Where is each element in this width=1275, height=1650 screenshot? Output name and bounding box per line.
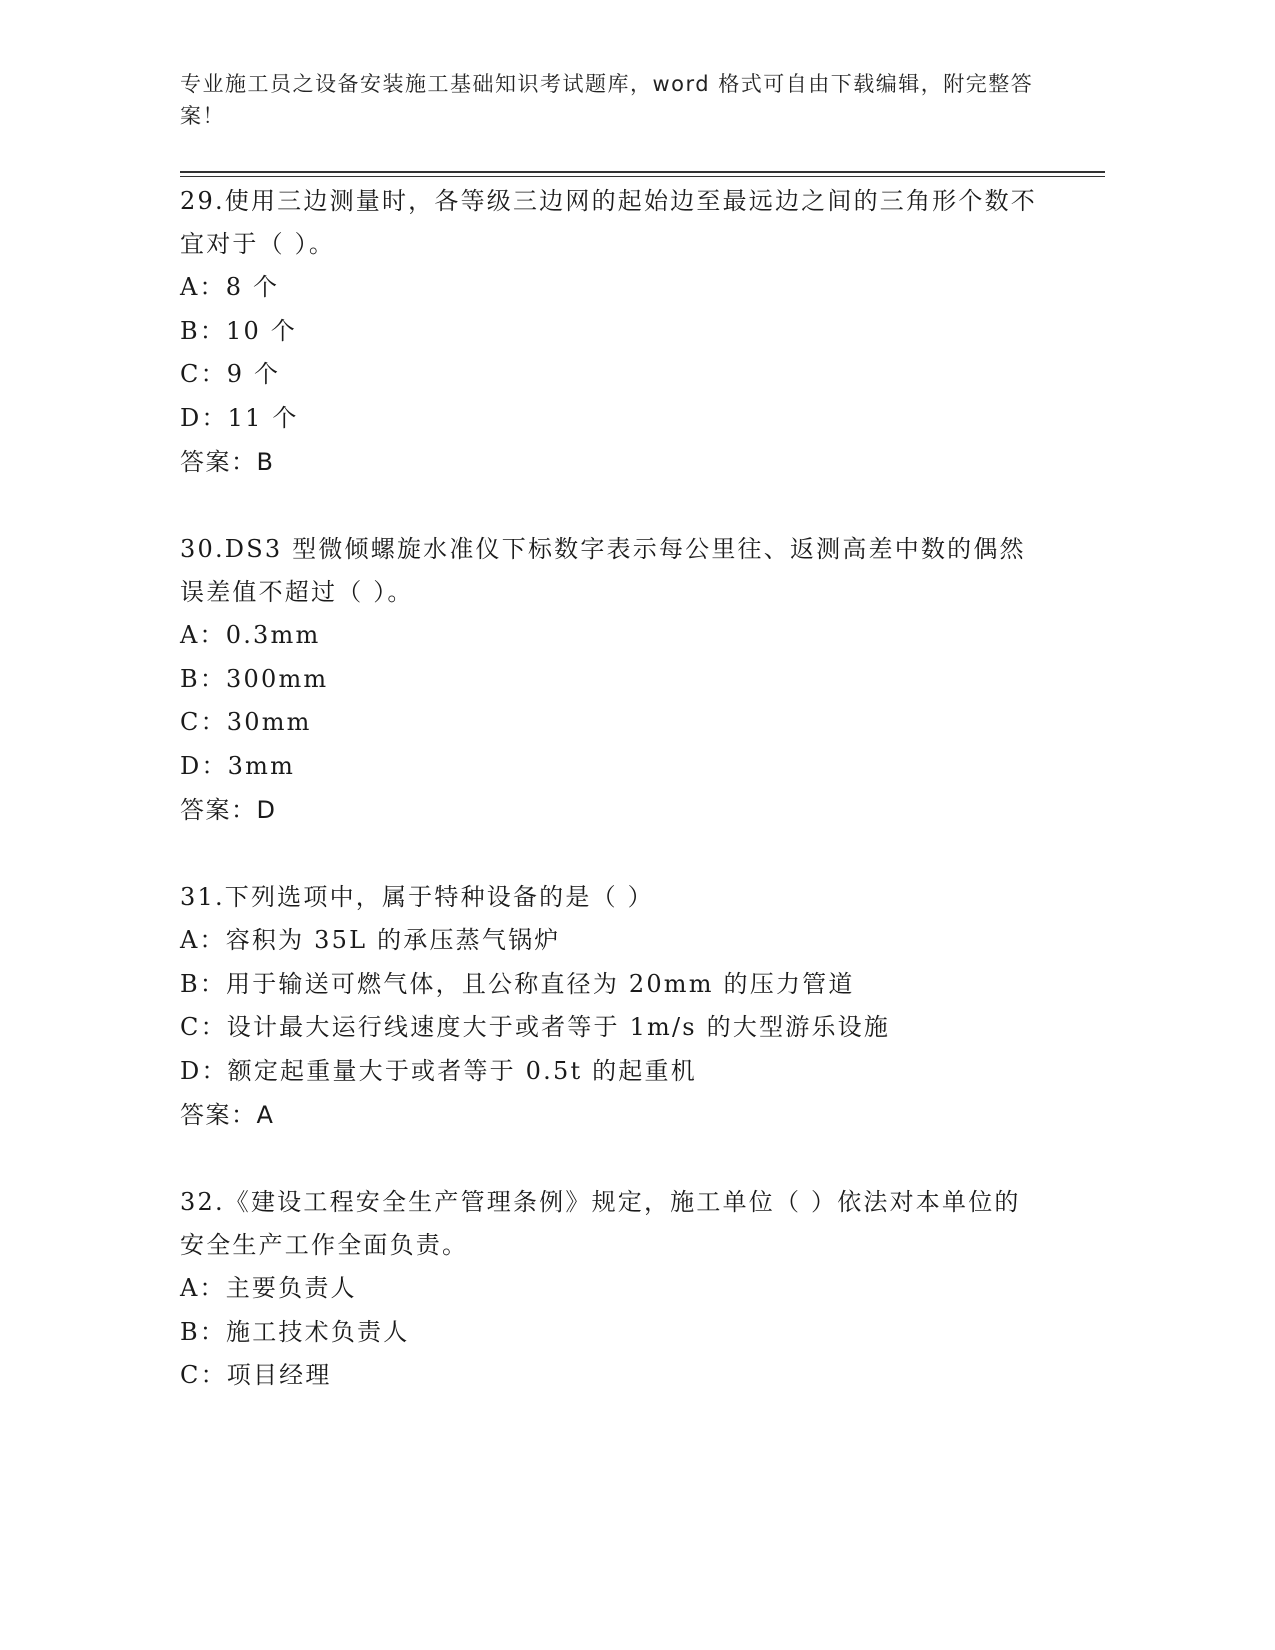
option-a: A：8 个 bbox=[180, 273, 280, 301]
question-stem: 32.《建设工程安全生产管理条例》规定，施工单位（ ）依法对本单位的安全生产工作全面负责。 bbox=[180, 1188, 1021, 1259]
question-31 bbox=[180, 876, 1040, 1137]
question-29 bbox=[180, 180, 1040, 484]
option-d: D：3mm bbox=[180, 751, 296, 780]
option-b: B：用于输送可燃气体，且公称直径为 20mm 的压力管道 bbox=[180, 969, 855, 998]
option-a: A：主要负责人 bbox=[180, 1274, 357, 1302]
question-stem: 29.使用三边测量时，各等级三边网的起始边至最远边之间的三角形个数不宜对于（ ）。 bbox=[180, 187, 1037, 258]
option-c: C：9 个 bbox=[180, 360, 281, 388]
option-b: B：300mm bbox=[180, 664, 329, 693]
document-header: 专业施工员之设备安装施工基础知识考试题库，word 格式可自由下载编辑，附完整答案！ bbox=[180, 72, 1034, 128]
header-divider bbox=[180, 171, 1105, 173]
question-32 bbox=[180, 1181, 1040, 1398]
option-d: D：额定起重量大于或者等于 0.5t 的起重机 bbox=[180, 1056, 697, 1085]
option-b: B：10 个 bbox=[180, 316, 298, 345]
option-c: C：项目经理 bbox=[180, 1361, 332, 1389]
answer: 答案：D bbox=[180, 796, 277, 824]
option-c: C：设计最大运行线速度大于或者等于 1m/s 的大型游乐设施 bbox=[180, 1013, 891, 1041]
question-30 bbox=[180, 528, 1040, 832]
answer: 答案：A bbox=[180, 1101, 275, 1129]
option-d: D：11 个 bbox=[180, 403, 299, 432]
header-divider-thin bbox=[180, 176, 1105, 177]
question-stem: 31.下列选项中，属于特种设备的是（ ） bbox=[180, 883, 654, 911]
question-stem: 30.DS3 型微倾螺旋水准仪下标数字表示每公里往、返测高差中数的偶然误差值不超过（ ）。 bbox=[180, 535, 1026, 606]
option-a: A：0.3mm bbox=[180, 621, 321, 649]
option-b: B：施工技术负责人 bbox=[180, 1317, 410, 1346]
option-c: C：30mm bbox=[180, 708, 312, 736]
option-a: A：容积为 35L 的承压蒸气锅炉 bbox=[180, 926, 561, 954]
answer: 答案：B bbox=[180, 448, 275, 476]
